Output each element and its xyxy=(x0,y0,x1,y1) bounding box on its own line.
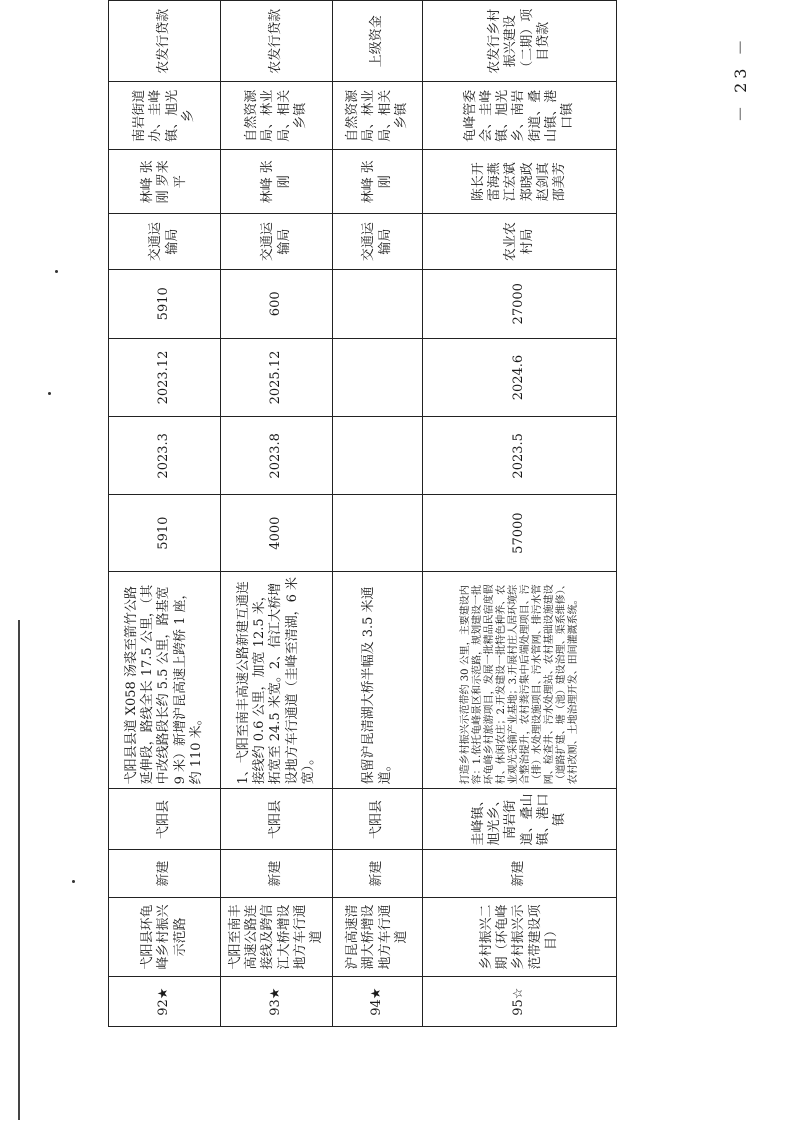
page-number: － 23 － xyxy=(731,35,750,122)
table-row xyxy=(423,1,617,1027)
start-date: 2023.3 xyxy=(109,417,221,495)
leaders: 林峰 张刚 罗来平 xyxy=(109,150,221,214)
funding-source: 上级资金 xyxy=(333,1,423,82)
project-name: 弋阳至南丰高速公路连接线及跨信江大桥增设地方车行通道 xyxy=(221,897,333,977)
end-date xyxy=(333,338,423,417)
row-number: 92★ xyxy=(109,977,221,1027)
year-investment: 27000 xyxy=(423,269,617,338)
project-name: 弋阳县环龟峰乡村振兴示范路 xyxy=(109,897,221,977)
leaders: 林峰 张刚 xyxy=(221,150,333,214)
project-table xyxy=(108,0,617,1027)
start-date: 2023.5 xyxy=(423,417,617,495)
leaders: 陈长开 雷海燕 江宏斌 郑晓政 赵剑真 邵美芳 xyxy=(423,150,617,214)
year-investment xyxy=(333,269,423,338)
scan-speck xyxy=(48,392,51,395)
construction-content: 打造乡村振兴示范带约 30 公里，主要建设内容：1.依托龟峰景区和示范路，规划建设一批环龟峰乡村旅游项目，发展一批精品民宿度假村、休闲农庄；2.开发建设一批特色种养、农业观光采摘产业基地；3.开展村庄人居环境综合整治提升，农村粪污集中后端处理项目、污（排）水处理设施项目、污水管网、排污水管网、检查井、污水处理站、农村基础设施建设（道路扩建、塘（池）建设治理、渠系维修）、农村改厕、土地治理开发、田间灌溉系统。 xyxy=(423,572,617,789)
project-name: 乡村振兴二期（环龟峰乡村振兴示范带建设项目） xyxy=(423,897,617,977)
construction-type: 新建 xyxy=(423,850,617,897)
table-row xyxy=(333,1,423,1027)
table-row xyxy=(221,1,333,1027)
total-investment: 5910 xyxy=(109,495,221,572)
construction-type: 新建 xyxy=(333,850,423,897)
total-investment: 57000 xyxy=(423,495,617,572)
funding-source: 农发行乡村振兴建设（二期）项目贷款 xyxy=(423,1,617,82)
cooperating-units: 自然资源局、林业局、相关乡镇 xyxy=(333,82,423,150)
responsible-unit: 交通运输局 xyxy=(109,214,221,270)
total-investment xyxy=(333,495,423,572)
end-date: 2024.6 xyxy=(423,338,617,417)
year-investment: 5910 xyxy=(109,269,221,338)
location: 圭峰镇、旭光乡、南岩街道、叠山镇、港口镇 xyxy=(423,789,617,850)
row-number: 95☆ xyxy=(423,977,617,1027)
construction-type: 新建 xyxy=(221,850,333,897)
row-number: 94★ xyxy=(333,977,423,1027)
responsible-unit: 交通运输局 xyxy=(333,214,423,270)
start-date: 2023.8 xyxy=(221,417,333,495)
location: 弋阳县 xyxy=(109,789,221,850)
construction-content: 1、弋阳至南丰高速公路新建互通连接线约 0.6 公里，加宽 12.5 米，拓宽至 24.5 米宽。2、信江大桥增设地方车行通道（圭峰至清湖，6 米宽）。 xyxy=(221,572,333,789)
funding-source: 农发行贷款 xyxy=(221,1,333,82)
location: 弋阳县 xyxy=(221,789,333,850)
responsible-unit: 农业农村局 xyxy=(423,214,617,270)
binding-margin-line xyxy=(18,620,20,1120)
construction-content: 弋阳县县道 X058 汤裘至箭竹公路延伸段，路线全长 17.5 公里，（其中改线路段长约 5.5 公里，路基宽 9 米）新增沪昆高速上跨桥 1 座，约 110 米。 xyxy=(109,572,221,789)
construction-content: 保留沪昆清湖大桥半幅及 3.5 米通道。 xyxy=(333,572,423,789)
project-name: 沪昆高速清湖大桥增设地方车行通道 xyxy=(333,897,423,977)
table-row xyxy=(109,1,221,1027)
row-number: 93★ xyxy=(221,977,333,1027)
leaders: 林峰 张刚 xyxy=(333,150,423,214)
cooperating-units: 南岩街道办、圭峰镇、旭光乡 xyxy=(109,82,221,150)
cooperating-units: 龟峰管委会、圭峰镇、旭光乡、南岩街道、叠山镇、港口镇 xyxy=(423,82,617,150)
construction-type: 新建 xyxy=(109,850,221,897)
end-date: 2025.12 xyxy=(221,338,333,417)
responsible-unit: 交通运输局 xyxy=(221,214,333,270)
end-date: 2023.12 xyxy=(109,338,221,417)
scan-speck xyxy=(55,270,58,273)
scan-speck xyxy=(72,880,75,883)
funding-source: 农发行贷款 xyxy=(109,1,221,82)
year-investment: 600 xyxy=(221,269,333,338)
total-investment: 4000 xyxy=(221,495,333,572)
start-date xyxy=(333,417,423,495)
cooperating-units: 自然资源局、林业局、相关乡镇 xyxy=(221,82,333,150)
location: 弋阳县 xyxy=(333,789,423,850)
